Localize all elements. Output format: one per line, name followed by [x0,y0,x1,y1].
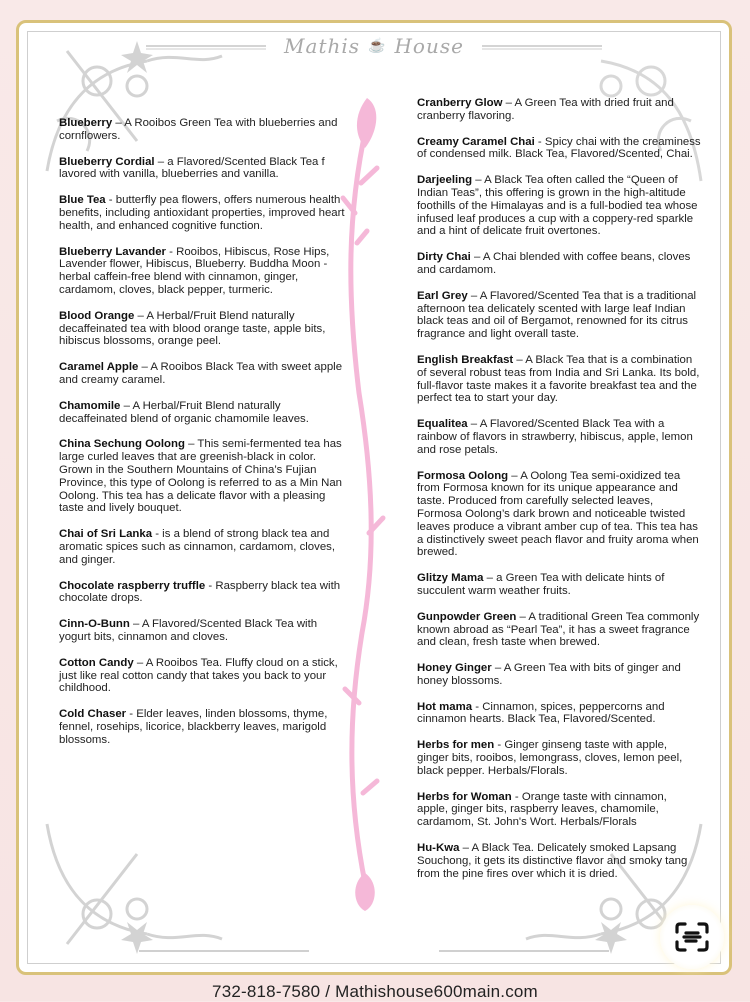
tea-separator: – [467,289,480,302]
tea-entry [417,611,701,649]
tea-entry [59,528,351,566]
tea-name: Hot mama [417,700,473,713]
tea-separator: - [126,708,137,721]
tea-name: Cinn-O-Bunn [59,618,130,631]
tea-description: A Flavored/Scented Black Tea with a rainbow of flavors in strawberry, hibiscus, apple, lemon and rose petals. [417,418,693,456]
tea-description: A Rooibos Black Tea with sweet apple and creamy caramel. [59,361,343,386]
tea-name: Blueberry [59,117,113,129]
tea-entry [417,97,701,123]
tea-separator: – [184,438,198,451]
tea-entry [59,580,351,606]
tea-description: Spicy chai with the creaminess of condensed milk. Black Tea, Flavored/Scented, Chai. [417,135,701,161]
tea-separator: – [470,251,483,264]
tea-separator: – [513,353,526,366]
tea-description: Elder leaves, linden blossoms, thyme, fennel, rosehips, licorice, blackberry leaves, marigold blossoms. [59,708,328,746]
tea-description: A Chai blended with coffee beans, cloves and cardamom. [417,251,691,276]
tea-entry [59,246,351,297]
tea-description: A Black Tea that is a combination of several robust teas from India and Sri Lanka. Its bold, full-flavor taste makes it a favorite breakfast tea and the perfect tea to start your day. [417,353,700,405]
tea-separator: – [112,117,125,129]
tea-description: A Black Tea often called the “Queen of Indian Teas”, this offering is grown in the high-altitude foothills of the Himalayas and is a full-bodied tea whose infused leaf produces a cup with a coppery-red sparkle and a hint of delicate fruit overtones. [417,174,698,238]
tea-entry [417,251,701,277]
tea-entry [59,117,351,143]
tea-name: Equalitea [417,418,468,431]
tea-entry [417,418,701,456]
tea-description: A Herbal/Fruit Blend naturally decaffeinated blend of organic chamomile leaves. [59,399,309,425]
tea-separator: – [129,618,142,631]
tea-name: China Sechung Oolong [59,438,185,451]
tea-name: Chocolate raspberry truffle [59,579,206,592]
tea-name: Herbs for Woman [417,790,512,803]
tea-separator: - [494,739,505,752]
tea-separator: – [472,174,485,187]
tea-separator: – [154,155,168,168]
tea-entry [59,310,351,348]
tea-separator: - [105,194,116,207]
tea-entry [417,136,701,162]
tea-name: Dirty Chai [417,251,471,264]
tea-description: Orange taste with cinnamon, apple, ginger bits, raspberry leaves, chamomile, cardamom, St. John's Wort. Herbals/Florals [417,790,667,829]
tea-separator: - [205,579,216,592]
tea-name: Cotton Candy [59,656,134,669]
tea-separator: – [138,361,151,374]
tea-entry [59,708,351,746]
tea-entry [59,361,351,387]
tea-description: butterfly pea flowers, offers numerous health benefits, including antioxidant properties, improved heart health, and enhanced cognitive function. [59,194,345,232]
title-rule-right [482,45,602,47]
tea-description: A Rooibos Green Tea with blueberries and cornflowers. [59,117,338,142]
tea-separator: – [516,610,529,623]
tea-name: Chai of Sri Lanka [59,528,153,541]
tea-entry [417,354,701,405]
tea-description: a Flavored/Scented Black Tea f lavored with vanilla, blueberries and vanilla. [59,155,325,181]
title-right: House [394,34,464,58]
tea-entry [59,657,351,695]
tea-description: A traditional Green Tea commonly known abroad as “Pearl Tea”, it has a sweet fragrance and clean, fresh taste when brewed. [417,610,700,649]
tea-name: English Breakfast [417,353,514,366]
tea-name: Glitzy Mama [417,572,484,585]
tea-description: A Flavored/Scented Tea that is a traditional afternoon tea delicately scented with large leaf Indian black teas and oil of Bergamot, renowned for its citrus fragrance and light overall taste. [417,289,697,341]
tea-entry [59,438,351,515]
tea-name: Herbs for men [417,739,495,752]
teapot-icon: ☕ [368,38,387,54]
tea-separator: - [472,700,483,713]
tea-description: Cinnamon, spices, peppercorns and cinnamon hearts. Black Tea, Flavored/Scented. [417,700,665,726]
tea-entry [59,194,351,232]
tea-description: is a blend of strong black tea and aromatic spices such as cinnamon, cardamom, cloves, and ginger. [59,528,336,566]
page-title [284,34,464,58]
tea-description: Raspberry black tea with chocolate drops. [59,579,341,605]
tea-name: Blueberry Lavander [59,245,166,258]
tea-name: Cranberry Glow [417,97,503,109]
tea-entry [417,290,701,341]
tea-entry [417,791,701,829]
contact-footer[interactable]: 732-818-7580 / Mathishouse600main.com [212,982,538,1001]
tea-separator: – [491,662,504,675]
tea-name: Blood Orange [59,309,135,322]
tea-name: Creamy Caramel Chai [417,135,535,148]
tea-separator: – [134,309,147,322]
tea-name: Hu-Kwa [417,842,460,855]
tea-separator: - [152,528,163,541]
tea-name: Formosa Oolong [417,469,509,482]
tea-description: A Herbal/Fruit Blend naturally decaffeinated tea with blood orange taste, apple bits, hibiscus blossoms, orange peel. [59,309,326,348]
tea-entry [59,156,351,182]
tea-description: A Oolong Tea semi-oxidized tea from Formosa known for its unique appearance and taste. Produced from carefully selected leaves, Formosa Oolong’s dark brown and noticeable twisted leaves produce a vibrant amber cup of tea. This tea has a distinctively sweet peach flavor and fruity aroma when brewed. [417,469,699,559]
tea-separator: - [511,790,522,803]
tea-description: Ginger ginseng taste with apple, ginger bits, rooibos, lemongrass, cloves, lemon peel, black pepper. Herbals/Florals. [417,739,683,777]
tea-entry [417,174,701,238]
tea-description: A Black Tea. Delicately smoked Lapsang Souchong, it gets its distinctive flavor and smoky tang from the pine fires over which it is dried. [417,842,688,880]
tea-list-left [59,117,351,759]
tea-separator: – [508,469,521,482]
tea-entry [417,842,701,880]
tea-entry [59,400,351,426]
tea-description: a Green Tea with delicate hints of succulent warm weather fruits. [417,572,665,597]
tea-name: Darjeeling [417,174,473,187]
tea-entry [417,572,701,598]
tea-name: Cold Chaser [59,708,127,721]
tea-description: A Green Tea with dried fruit and cranberry flavoring. [417,97,674,122]
tea-name: Blue Tea [59,194,106,207]
menu-card [16,20,732,975]
tea-separator: – [120,399,133,412]
tea-entry [417,701,701,727]
tea-separator: - [534,135,545,148]
title-rule-left [146,45,266,47]
tea-separator: – [459,842,472,855]
corner-ornament-bottom-left-icon [27,804,227,964]
tea-description: A Flavored/Scented Black Tea with yogurt bits, cinnamon and cloves. [59,618,318,643]
scan-text-button[interactable] [660,905,724,969]
tea-separator: – [502,97,515,109]
tea-separator: - [166,245,177,258]
tea-entry [417,739,701,777]
tea-description: Rooibos, Hibiscus, Rose Hips, Lavender flower, Hibiscus, Blueberry. Buddha Moon - herbal caffein-free blend with cinnamon, ginger, cardamom, cloves, black pepper, turmeric. [59,245,330,296]
tea-name: Blueberry Cordial [59,155,155,168]
tea-name: Gunpowder Green [417,610,517,623]
scan-text-icon [675,922,709,952]
title-left: Mathis [284,34,361,58]
tea-name: Honey Ginger [417,662,492,675]
tea-separator: – [467,418,480,431]
tea-description: A Green Tea with bits of ginger and honey blossoms. [417,662,681,687]
tea-entry [59,618,351,644]
tea-entry [417,662,701,688]
tea-entry [417,470,701,560]
tea-description: This semi-fermented tea has large curled leaves that are greenish-black in color. Grown in the Southern Mountains of China’s Fujian Province, this type of Oolong is referred to as a Min Nan Oolong. This tea has a delicate flavor with a pleasing taste and lively bouquet. [59,438,343,515]
tea-description: A Rooibos Tea. Fluffy cloud on a stick, just like real cotton candy that takes you back to your childhood. [59,656,338,695]
tea-separator: – [133,656,146,669]
header [19,31,729,61]
tea-separator: – [483,572,497,585]
bottom-rule-left [139,950,309,952]
tea-name: Earl Grey [417,289,468,302]
tea-name: Caramel Apple [59,361,139,374]
tea-name: Chamomile [59,399,121,412]
tea-list-right [417,97,701,893]
bottom-rule-right [439,950,609,952]
